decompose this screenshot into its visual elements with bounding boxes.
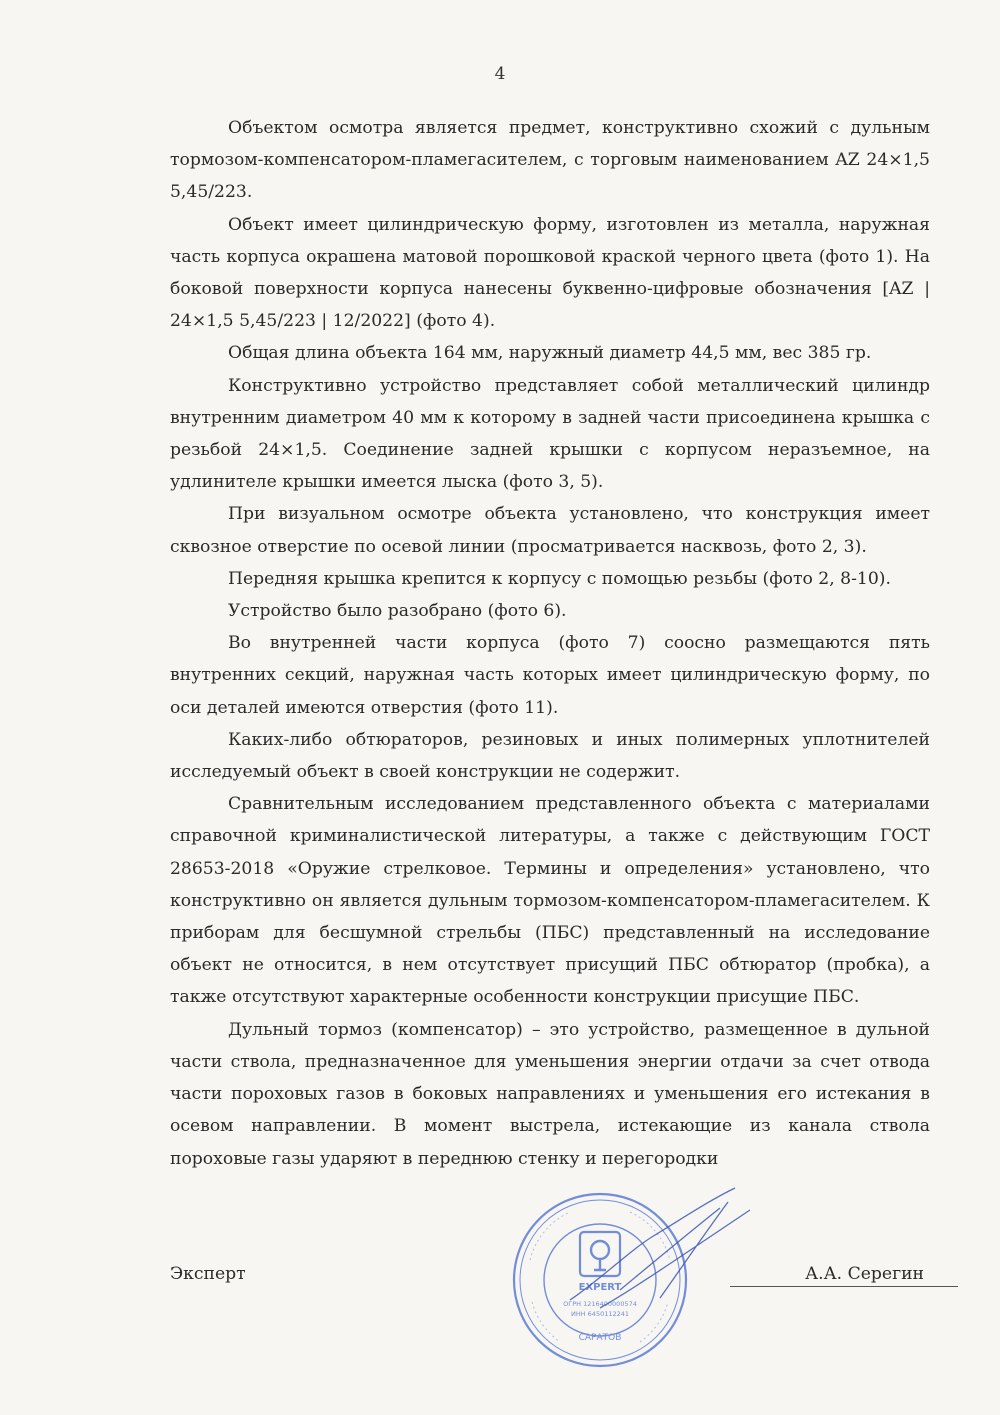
seal-inn: ИНН 6450112241 [570, 1310, 630, 1318]
page-number: 4 [494, 64, 506, 84]
signer-name: А.А. Серегин [805, 1264, 924, 1284]
paragraph: Конструктивно устройство представляет собой металлический цилиндр внутренним диаметром 40 мм к которому в задней части присоединена крышка с резьбой 24×1,5. Соединение задней крышки с корпусом неразъемное, на удлинителе крышки имеется лыска (фото 3, 5). [170, 375, 930, 493]
paragraph: Каких-либо обтюраторов, резиновых и иных полимерных уплотнителей исследуемый объект в своей конструкции не содержит. [170, 729, 930, 783]
signature-block [170, 1264, 930, 1294]
body-text [170, 112, 930, 1175]
paragraph: Сравнительным исследованием представленного объекта с материалами справочной криминалистической литературы, а также с действующим ГОСТ 28653-2018 «Оружие стрелковое. Термины и определения» установлено, что конструктивно он является дульным тормозом-компенсатором-пламегасителем. К приборам для бесшумной стрельбы (ПБС) представленный на исследование объект не относится, в нем отсутствует присущий ПБС обтюратор (пробка), а также отсутствуют характерные особенности конструкции присущие ПБС. [170, 794, 930, 1008]
paragraph: Во внутренней части корпуса (фото 7) соосно размещаются пять внутренних секций, наружная часть которых имеет цилиндрическую форму, по оси деталей имеются отверстия (фото 11). [170, 633, 930, 718]
paragraph: При визуальном осмотре объекта установлено, что конструкция имеет сквозное отверстие по осевой линии (просматривается насквозь, фото 2, 3). [170, 504, 930, 557]
paragraph: Передняя крышка крепится к корпусу с помощью резьбы (фото 2, 8-10). [228, 568, 891, 589]
seal-city: САРАТОВ [578, 1333, 622, 1343]
paragraph: Устройство было разобрано (фото 6). [228, 601, 567, 622]
signature-icon [560, 1180, 760, 1320]
signer-role: Эксперт [170, 1264, 246, 1284]
paragraph: Общая длина объекта 164 мм, наружный диаметр 44,5 мм, вес 385 гр. [228, 343, 872, 364]
paragraph: Объект имеет цилиндрическую форму, изготовлен из металла, наружная часть корпуса окрашена матовой порошковой краской черного цвета (фото 1). На боковой поверхности корпуса нанесены буквенно-цифровые обозначения [AZ | 24×1,5 5,45/223 | 12/2022] (фото 4). [170, 214, 930, 332]
paragraph: Объектом осмотра является предмет, конструктивно схожий с дульным тормозом-компенсатором-пламегасителем, с торговым наименованием AZ 24×1,5 5,45/223. [170, 118, 930, 203]
seal-logo-text: EXPERT [578, 1282, 622, 1293]
seal-ogrn: ОГРН 1216400000574 [563, 1300, 637, 1308]
signature-line [730, 1286, 958, 1287]
paragraph: Дульный тормоз (компенсатор) – это устройство, размещенное в дульной части ствола, предназначенное для уменьшения энергии отдачи за счет отвода части пороховых газов в боковых направлениях и уменьшения его истекания в осевом направлении. В момент выстрела, истекающие из канала ствола пороховые газы ударяют в переднюю стенку и перегородки [170, 1019, 930, 1169]
